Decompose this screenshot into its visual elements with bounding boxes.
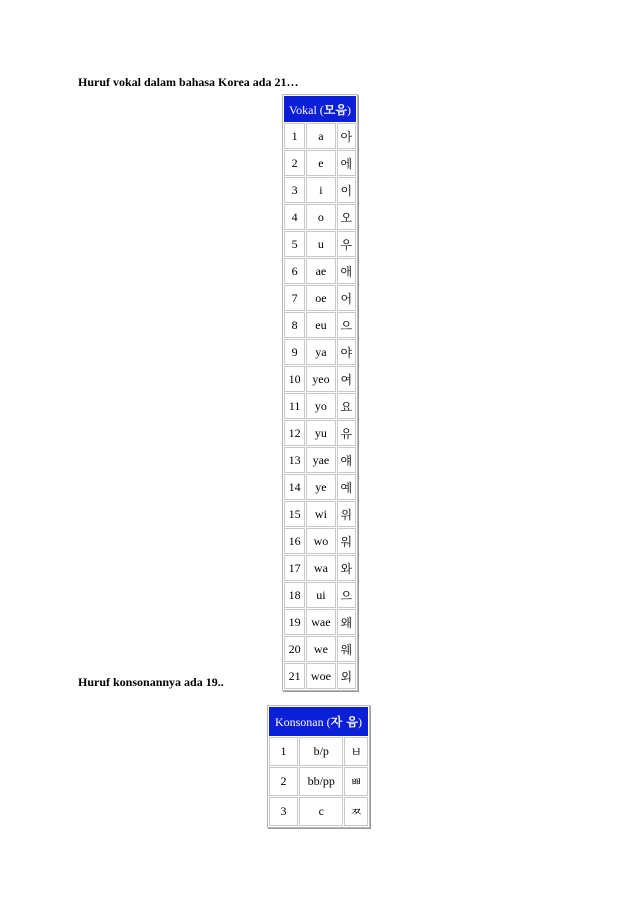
- vowel-romanization-cell: ae: [306, 258, 335, 284]
- vowel-hangul-cell: 여: [337, 366, 356, 392]
- vowel-table-row: [284, 231, 356, 257]
- vowel-number-cell: 7: [284, 285, 305, 311]
- vowel-hangul-cell: 어: [337, 285, 356, 311]
- vowel-hangul-cell: 야: [337, 339, 356, 365]
- consonant-table-row: [269, 767, 368, 796]
- vowel-romanization-cell: yo: [306, 393, 335, 419]
- vowel-table-header: [284, 96, 356, 122]
- vowel-header-close: ): [346, 102, 351, 117]
- vowel-number-cell: 20: [284, 636, 305, 662]
- vowel-hangul-cell: 얘: [337, 447, 356, 473]
- consonant-romanization-cell: b/p: [299, 737, 343, 766]
- vowel-hangul-cell: 으: [337, 582, 356, 608]
- vowel-table-row: [284, 663, 356, 689]
- vowel-romanization-cell: yae: [306, 447, 335, 473]
- vowel-table-row: [284, 501, 356, 527]
- vowel-header-label: Vokal (: [289, 102, 324, 117]
- vowel-romanization-cell: we: [306, 636, 335, 662]
- vowel-romanization-cell: o: [306, 204, 335, 230]
- vowel-hangul-cell: 유: [337, 420, 356, 446]
- vowel-hangul-cell: 으: [337, 312, 356, 338]
- vowel-romanization-cell: eu: [306, 312, 335, 338]
- vowel-romanization-cell: woe: [306, 663, 335, 689]
- vowel-number-cell: 9: [284, 339, 305, 365]
- vowel-hangul-cell: 오: [337, 204, 356, 230]
- vowel-table: [282, 94, 358, 691]
- vowel-hangul-cell: 워: [337, 528, 356, 554]
- vowel-table-row: [284, 555, 356, 581]
- consonant-romanization-cell: bb/pp: [299, 767, 343, 796]
- consonant-number-cell: 2: [269, 767, 298, 796]
- vowel-romanization-cell: u: [306, 231, 335, 257]
- consonant-table-header: [269, 707, 368, 736]
- vowel-romanization-cell: a: [306, 123, 335, 149]
- consonant-header-korean: 자 음: [330, 715, 359, 729]
- vowel-table-row: [284, 420, 356, 446]
- vowel-number-cell: 21: [284, 663, 305, 689]
- vowel-number-cell: 18: [284, 582, 305, 608]
- vowel-romanization-cell: wae: [306, 609, 335, 635]
- vowel-number-cell: 10: [284, 366, 305, 392]
- vowel-romanization-cell: yeo: [306, 366, 335, 392]
- vowel-table-row: [284, 204, 356, 230]
- vowel-hangul-cell: 요: [337, 393, 356, 419]
- vowel-table-row: [284, 150, 356, 176]
- vowel-romanization-cell: ui: [306, 582, 335, 608]
- vowel-table-row: [284, 258, 356, 284]
- vowel-romanization-cell: wa: [306, 555, 335, 581]
- vowel-hangul-cell: 웨: [337, 636, 356, 662]
- vowel-header-korean: 모음: [323, 102, 347, 117]
- vowel-number-cell: 12: [284, 420, 305, 446]
- consonant-header-close: ): [358, 715, 363, 729]
- vowel-romanization-cell: ya: [306, 339, 335, 365]
- consonant-number-cell: 1: [269, 737, 298, 766]
- vowel-table-row: [284, 582, 356, 608]
- vowel-number-cell: 5: [284, 231, 305, 257]
- vowel-number-cell: 13: [284, 447, 305, 473]
- vowel-romanization-cell: oe: [306, 285, 335, 311]
- vowel-table-row: [284, 312, 356, 338]
- vowel-heading: Huruf vokal dalam bahasa Korea ada 21…: [78, 75, 299, 89]
- vowel-hangul-cell: 이: [337, 177, 356, 203]
- consonant-table: [267, 705, 370, 828]
- consonant-hangul-cell: ㅂ: [344, 737, 368, 766]
- vowel-romanization-cell: yu: [306, 420, 335, 446]
- consonant-heading: Huruf konsonannya ada 19..: [78, 675, 224, 689]
- vowel-romanization-cell: i: [306, 177, 335, 203]
- vowel-table-body: [284, 123, 356, 689]
- vowel-number-cell: 1: [284, 123, 305, 149]
- vowel-romanization-cell: e: [306, 150, 335, 176]
- vowel-number-cell: 3: [284, 177, 305, 203]
- vowel-table-row: [284, 636, 356, 662]
- vowel-romanization-cell: ye: [306, 474, 335, 500]
- vowel-number-cell: 14: [284, 474, 305, 500]
- vowel-number-cell: 15: [284, 501, 305, 527]
- vowel-number-cell: 11: [284, 393, 305, 419]
- vowel-table-row: [284, 609, 356, 635]
- consonant-header-label: Konsonan (: [274, 715, 331, 729]
- vowel-hangul-cell: 예: [337, 474, 356, 500]
- vowel-table-row: [284, 285, 356, 311]
- vowel-table-row: [284, 474, 356, 500]
- vowel-table-row: [284, 339, 356, 365]
- vowel-number-cell: 16: [284, 528, 305, 554]
- vowel-hangul-cell: 외: [337, 663, 356, 689]
- vowel-romanization-cell: wi: [306, 501, 335, 527]
- vowel-hangul-cell: 와: [337, 555, 356, 581]
- consonant-table-row: [269, 737, 368, 766]
- vowel-hangul-cell: 애: [337, 258, 356, 284]
- vowel-hangul-cell: 왜: [337, 609, 356, 635]
- vowel-hangul-cell: 위: [337, 501, 356, 527]
- consonant-number-cell: 3: [269, 797, 298, 826]
- vowel-number-cell: 19: [284, 609, 305, 635]
- vowel-number-cell: 4: [284, 204, 305, 230]
- consonant-table-body: [269, 737, 368, 826]
- vowel-table-row: [284, 366, 356, 392]
- vowel-number-cell: 6: [284, 258, 305, 284]
- consonant-romanization-cell: c: [299, 797, 343, 826]
- vowel-table-row: [284, 393, 356, 419]
- vowel-table-row: [284, 177, 356, 203]
- consonant-table-row: [269, 797, 368, 826]
- vowel-number-cell: 17: [284, 555, 305, 581]
- vowel-table-row: [284, 123, 356, 149]
- vowel-table-row: [284, 447, 356, 473]
- vowel-romanization-cell: wo: [306, 528, 335, 554]
- consonant-hangul-cell: ㅃ: [344, 767, 368, 796]
- vowel-hangul-cell: 아: [337, 123, 356, 149]
- vowel-table-row: [284, 528, 356, 554]
- consonant-hangul-cell: ㅉ: [344, 797, 368, 826]
- vowel-hangul-cell: 에: [337, 150, 356, 176]
- vowel-number-cell: 2: [284, 150, 305, 176]
- vowel-hangul-cell: 우: [337, 231, 356, 257]
- vowel-number-cell: 8: [284, 312, 305, 338]
